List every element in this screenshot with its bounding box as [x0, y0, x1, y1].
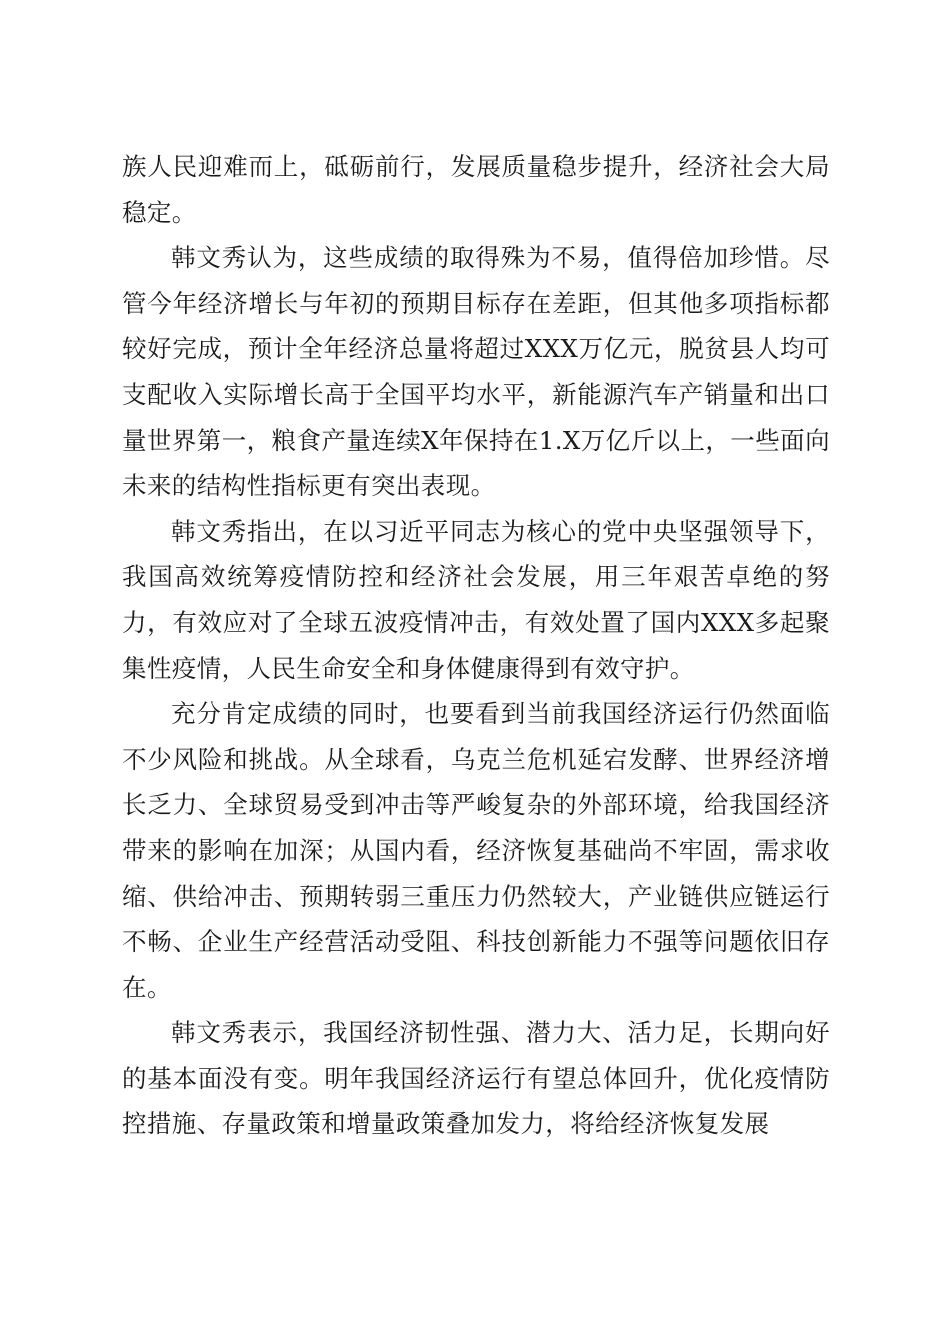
paragraph-achievements: 韩文秀认为，这些成绩的取得殊为不易，值得倍加珍惜。尽管今年经济增长与年初的预期目标存在差距，但其他多项指标都较好完成，预计全年经济总量将超过XXX万亿元，脱贫县人均可支配收入实际增长高于全国平均水平，新能源汽车产销量和出口量世界第一，粮食产量连续X年保持在1.X万亿斤以上，一些面向未来的结构性指标更有突出表现。: [122, 243, 830, 501]
paragraph-outlook: 韩文秀表示，我国经济韧性强、潜力大、活力足，长期向好的基本面没有变。明年我国经济运行有望总体回升，优化疫情防控措施、存量政策和增量政策叠加发力，将给经济恢复发展: [122, 1018, 830, 1139]
paragraph-epidemic-response: 韩文秀指出，在以习近平同志为核心的党中央坚强领导下，我国高效统筹疫情防控和经济社会发展，用三年艰苦卓绝的努力，有效应对了全球五波疫情冲击，有效处置了国内XXX多起聚集性疫情，人民生命安全和身体健康得到有效守护。: [122, 516, 830, 683]
paragraph-risks-challenges: 充分肯定成绩的同时，也要看到当前我国经济运行仍然面临不少风险和挑战。从全球看，乌克兰危机延宕发酵、世界经济增长乏力、全球贸易受到冲击等严峻复杂的外部环境，给我国经济带来的影响在加深；从国内看，经济恢复基础尚不牢固，需求收缩、供给冲击、预期转弱三重压力仍然较大，产业链供应链运行不畅、企业生产经营活动受阻、科技创新能力不强等问题依旧存在。: [122, 699, 830, 1002]
paragraph-continuation: 族人民迎难而上，砥砺前行，发展质量稳步提升，经济社会大局稳定。: [122, 152, 830, 227]
document-body: [122, 144, 830, 1147]
